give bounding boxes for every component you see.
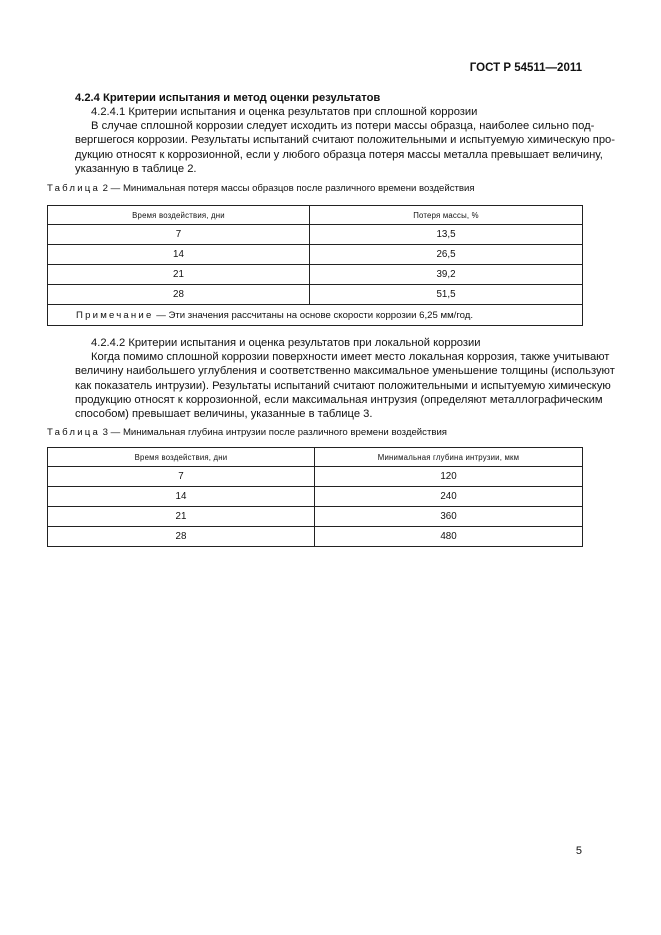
paragraph-line: способом) превышает величины, указанные в таблице 3. — [75, 408, 373, 421]
table-cell: 28 — [48, 527, 315, 547]
column-header: Потеря массы, % — [310, 206, 583, 225]
column-header: Время воздействия, дни — [48, 448, 315, 467]
table2-caption — [47, 183, 475, 194]
paragraph-line: указанную в таблице 2. — [75, 162, 197, 175]
document-id: ГОСТ Р 54511—2011 — [469, 62, 582, 74]
table-row — [48, 467, 583, 487]
table-cell: 240 — [315, 487, 583, 507]
table-header-row — [48, 448, 583, 467]
table-2 — [47, 205, 583, 326]
paragraph-line: дукцию относят к коррозионной, если у любого образца потеря массы металла превышает величину, — [75, 148, 603, 161]
table-cell: 21 — [48, 265, 310, 285]
table-cell: 51,5 — [310, 285, 583, 305]
subsection-4-2-4-2 — [75, 336, 615, 421]
table3-caption — [47, 427, 447, 438]
page-number: 5 — [575, 845, 582, 857]
paragraph-line: как показатель интрузии). Результаты испытаний считают положительными и испытуемую химическую — [75, 379, 611, 392]
table-cell: 120 — [315, 467, 583, 487]
table-header-row — [48, 206, 583, 225]
subsection-title: 4.2.4.1 Критерии испытания и оценка результатов при сплошной коррозии — [91, 106, 478, 118]
table-cell: 7 — [48, 467, 315, 487]
subsection-title: 4.2.4.2 Критерии испытания и оценка результатов при локальной коррозии — [91, 337, 481, 349]
table-row — [48, 527, 583, 547]
paragraph-line: В случае сплошной коррозии следует исходить из потери массы образца, наиболее сильно под- — [91, 120, 595, 133]
table3-caption-text: 3 — Минимальная глубина интрузии после различного времени воздействия — [100, 427, 447, 438]
paragraph-line: продукцию относят к коррозионной, если максимальная интрузия (определяют металлографическим — [75, 393, 603, 406]
table-cell: 26,5 — [310, 245, 583, 265]
table-row — [48, 487, 583, 507]
table3-label: Таблица — [47, 427, 101, 438]
paragraph-line: величину наибольшего углубления и соответственно максимальное уменьшение толщины (используют — [75, 365, 615, 378]
table-cell: 14 — [48, 487, 315, 507]
table-row — [48, 507, 583, 527]
table-row — [48, 245, 583, 265]
note-label: Примечание — [76, 309, 154, 321]
table-note-row — [48, 305, 583, 326]
table-cell: 360 — [315, 507, 583, 527]
column-header: Минимальная глубина интрузии, мкм — [315, 448, 583, 467]
table-row — [48, 285, 583, 305]
section-title: 4.2.4 Критерии испытания и метод оценки результатов — [75, 92, 381, 104]
subsection-4-2-4-1 — [75, 105, 616, 176]
table-cell: 28 — [48, 285, 310, 305]
table-row — [48, 225, 583, 245]
table-cell: 7 — [48, 225, 310, 245]
table-note — [48, 305, 583, 326]
table2-label: Таблица — [47, 183, 101, 194]
note-text: — Эти значения рассчитаны на основе скорости коррозии 6,25 мм/год. — [153, 309, 474, 321]
table2-caption-text: 2 — Минимальная потеря массы образцов после различного времени воздействия — [100, 183, 475, 194]
table-cell: 480 — [315, 527, 583, 547]
table-cell: 14 — [48, 245, 310, 265]
paragraph-line: вергшегося коррозии. Результаты испытаний считают положительными и испытуемую химическую про- — [75, 134, 616, 147]
table-row — [48, 265, 583, 285]
column-header: Время воздействия, дни — [48, 206, 310, 225]
table-cell: 21 — [48, 507, 315, 527]
paragraph-line: Когда помимо сплошной коррозии поверхности имеет место локальная коррозия, также учитывают — [91, 351, 610, 364]
table-cell: 39,2 — [310, 265, 583, 285]
table-3 — [47, 447, 583, 547]
table-cell: 13,5 — [310, 225, 583, 245]
